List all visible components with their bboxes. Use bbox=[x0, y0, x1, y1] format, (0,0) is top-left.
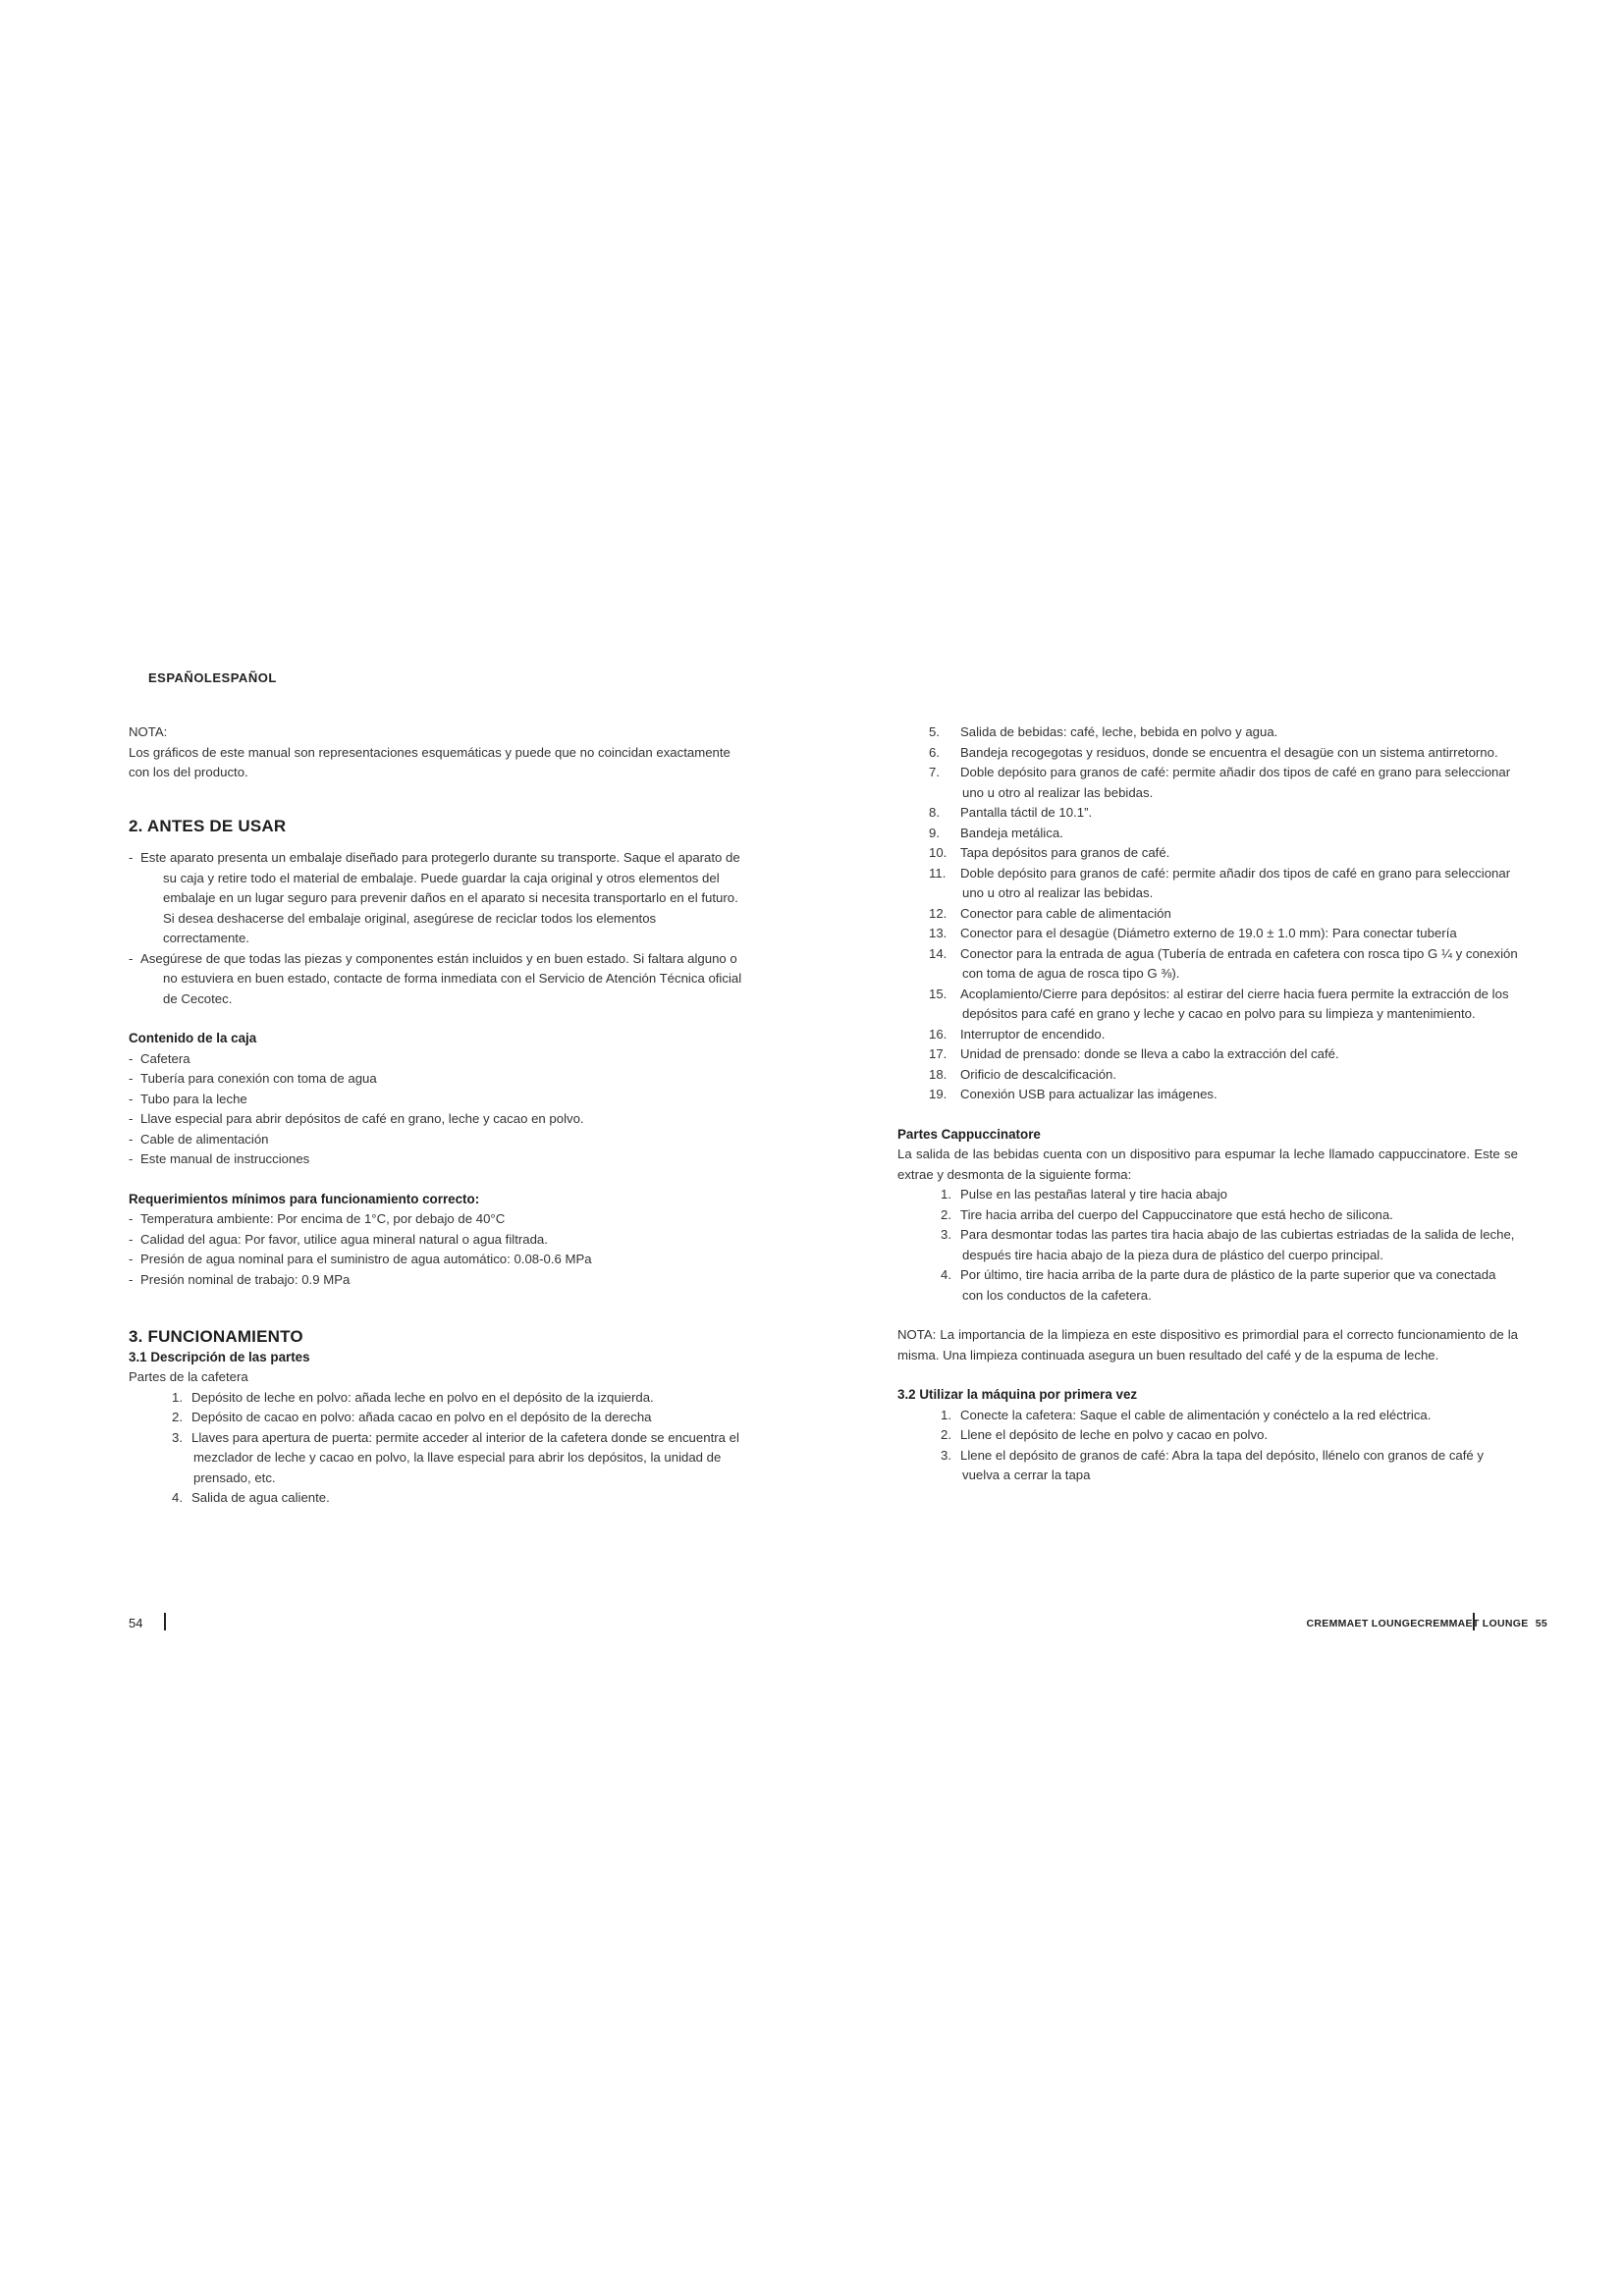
section-3-title: 3. FUNCIONAMIENTO bbox=[129, 1327, 303, 1346]
list-item: 18. Orificio de descalcificación. bbox=[929, 1066, 1117, 1082]
page-number-left: 54 bbox=[129, 1616, 143, 1630]
list-item: 13. Conector para el desagüe (Diámetro externo de 19.0 ± 1.0 mm): Para conectar tubería bbox=[929, 926, 1457, 940]
footer-divider-left bbox=[164, 1613, 166, 1630]
section-3-2-title: 3.2 Utilizar la máquina por primera vez bbox=[897, 1387, 1138, 1402]
list-item: - Cafetera bbox=[129, 1050, 190, 1066]
list-item: 11. Doble depósito para granos de café: permite añadir dos tipos de café en grano para seleccionar uno u otro al realizar las bebidas. bbox=[929, 865, 1511, 900]
list-item: 4. Por último, tire hacia arriba de la parte dura de plástico de la parte superior que va conectada con los conductos de la cafetera. bbox=[941, 1267, 1496, 1303]
list-item: 1. Depósito de leche en polvo: añada leche en polvo en el depósito de la izquierda. bbox=[172, 1389, 654, 1405]
list-item: 3. Llene el depósito de granos de café: Abra la tapa del depósito, llénelo con granos de café y vuelva a cerrar la tapa bbox=[941, 1447, 1485, 1482]
left-column bbox=[129, 722, 742, 1509]
list-item: - Temperatura ambiente: Por encima de 1°C, por debajo de 40°C bbox=[129, 1211, 506, 1226]
parts-label: Partes de la cafetera bbox=[129, 1369, 248, 1384]
list-item: 14. Conector para la entrada de agua (Tubería de entrada en cafetera con rosca tipo G ¼ y conexión con toma de agua de rosca tipo G ⅜). bbox=[929, 945, 1518, 981]
list-item: 16. Interruptor de encendido. bbox=[929, 1026, 1106, 1041]
right-column bbox=[897, 722, 1518, 1486]
page-number-right: 55 bbox=[1535, 1618, 1547, 1629]
first-use-list bbox=[897, 1406, 1518, 1486]
list-item: 12. Conector para cable de alimentación bbox=[929, 905, 1171, 921]
list-item: - Cable de alimentación bbox=[129, 1131, 269, 1147]
list-item: - Llave especial para abrir depósitos de café en grano, leche y cacao en polvo. bbox=[129, 1111, 584, 1126]
list-item: 9. Bandeja metálica. bbox=[929, 825, 1063, 840]
nota-label: NOTA: bbox=[129, 724, 168, 739]
section-3-1-title: 3.1 Descripción de las partes bbox=[129, 1349, 310, 1364]
list-item: 2. Tire hacia arriba del cuerpo del Cappuccinatore que está hecho de silicona. bbox=[941, 1206, 1393, 1222]
list-item: 2. Llene el depósito de leche en polvo y cacao en polvo. bbox=[941, 1427, 1269, 1442]
list-item: 10. Tapa depósitos para granos de café. bbox=[929, 845, 1170, 860]
parts-list-continued bbox=[897, 722, 1518, 1105]
list-item: 7. Doble depósito para granos de café: permite añadir dos tipos de café en grano para seleccionar uno u otro al realizar las bebidas. bbox=[929, 765, 1511, 800]
footer-product-text: CREMMAET LOUNGECREMMAET LOUNGE bbox=[1306, 1618, 1529, 1629]
list-item: 15. Acoplamiento/Cierre para depósitos: al estirar del cierre hacia fuera permite la extracción de los depósitos para café en grano y leche y cacao en polvo para su limpieza y mantenimiento. bbox=[929, 986, 1509, 1021]
list-item: 4. Salida de agua caliente. bbox=[172, 1490, 330, 1505]
list-item: - Asegúrese de que todas las piezas y componentes están incluidos y en buen estado. Si faltara alguno o no estuviera en buen estado, contacte de forma inmediata con el Servicio de Atención Técnica oficial de Cecotec. bbox=[129, 950, 742, 1006]
list-item: 3. Llaves para apertura de puerta: permite acceder al interior de la cafetera donde se encuentra el mezclador de leche y cacao en polvo, la llave especial para abrir los depósitos, la unidad de prensado, etc. bbox=[172, 1429, 739, 1485]
list-item: 1. Conecte la cafetera: Saque el cable de alimentación y conéctelo a la red eléctrica. bbox=[941, 1407, 1432, 1422]
nota-text: Los gráficos de este manual son representaciones esquemáticas y puede que no coincidan exactamente con los del producto. bbox=[129, 744, 731, 779]
requirements-title: Requerimientos mínimos para funcionamiento correcto: bbox=[129, 1191, 480, 1206]
list-item: - Este manual de instrucciones bbox=[129, 1151, 310, 1166]
list-item: 5. Salida de bebidas: café, leche, bebida en polvo y agua. bbox=[929, 724, 1278, 739]
page-header-language: ESPAÑOLESPAÑOL bbox=[148, 670, 277, 685]
box-contents-list bbox=[129, 1049, 742, 1170]
list-item: 6. Bandeja recogegotas y residuos, donde se encuentra el desagüe con un sistema antirretorno. bbox=[929, 744, 1498, 760]
section-2-title: 2. ANTES DE USAR bbox=[129, 816, 287, 835]
section-2-list bbox=[129, 848, 742, 1009]
parts-list bbox=[129, 1388, 742, 1509]
cappuccinatore-intro: La salida de las bebidas cuenta con un dispositivo para espumar la leche llamado cappuccinatore. Este se extrae y desmonta de la siguiente forma: bbox=[897, 1147, 1518, 1182]
footer-product-name bbox=[1307, 1618, 1548, 1629]
box-contents-title: Contenido de la caja bbox=[129, 1031, 257, 1045]
list-item: 1. Pulse en las pestañas lateral y tire hacia abajo bbox=[941, 1187, 1227, 1201]
list-item: 3. Para desmontar todas las partes tira hacia abajo de las cubiertas estriadas de la salida de leche, después tire hacia abajo de la pieza dura de plástico del cuerpo principal. bbox=[941, 1227, 1515, 1262]
requirements-list bbox=[129, 1209, 742, 1290]
list-item: 19. Conexión USB para actualizar las imágenes. bbox=[929, 1087, 1218, 1101]
cappuccinatore-list bbox=[897, 1185, 1518, 1306]
list-item: - Tubería para conexión con toma de agua bbox=[129, 1071, 377, 1086]
list-item: - Presión nominal de trabajo: 0.9 MPa bbox=[129, 1271, 351, 1287]
list-item: 17. Unidad de prensado: donde se lleva a cabo la extracción del café. bbox=[929, 1046, 1339, 1061]
cappuccinatore-title: Partes Cappuccinatore bbox=[897, 1126, 1041, 1142]
list-item: 8. Pantalla táctil de 10.1”. bbox=[929, 805, 1093, 820]
cleaning-note: NOTA: La importancia de la limpieza en este dispositivo es primordial para el correcto funcionamiento de la misma. Una limpieza continuada asegura un buen resultado del café y de la espuma de leche. bbox=[897, 1327, 1518, 1362]
list-item: - Este aparato presenta un embalaje diseñado para protegerlo durante su transporte. Saque el aparato de su caja y retire todo el material de embalaje. Puede guardar la caja original y otros elementos del embalaje en un lugar seguro para prevenir daños en el aparato si necesita transportarlo en el futuro. Si desea deshacerse del embalaje original, asegúrese de reciclar todos los elementos correctamente. bbox=[129, 850, 740, 945]
list-item: - Tubo para la leche bbox=[129, 1091, 247, 1106]
list-item: 2. Depósito de cacao en polvo: añada cacao en polvo en el depósito de la derecha bbox=[172, 1410, 652, 1424]
list-item: - Calidad del agua: Por favor, utilice agua mineral natural o agua filtrada. bbox=[129, 1231, 548, 1247]
list-item: - Presión de agua nominal para el suministro de agua automático: 0.08-0.6 MPa bbox=[129, 1252, 592, 1266]
